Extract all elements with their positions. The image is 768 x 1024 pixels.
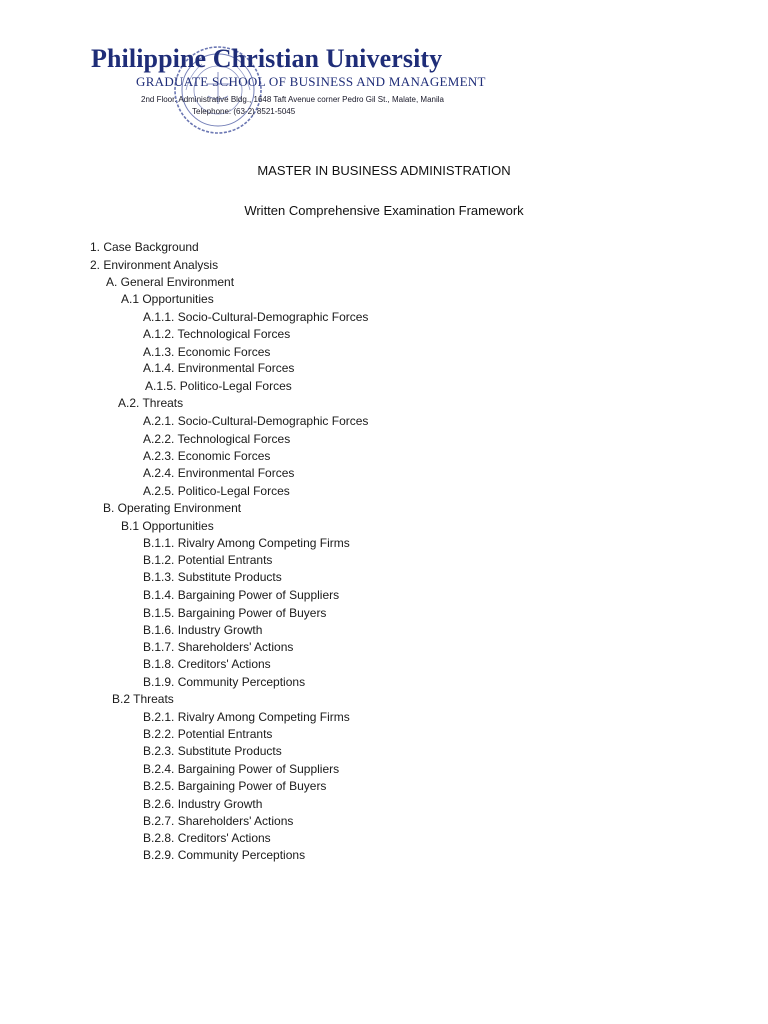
outline-item: A.1 Opportunities [121, 292, 214, 306]
outline-item: A.2.4. Environmental Forces [143, 466, 295, 480]
outline-item: B.2.6. Industry Growth [143, 797, 263, 811]
outline-item: A.2. Threats [118, 396, 184, 410]
outline-item: B.1 Opportunities [121, 519, 214, 533]
outline-item: 2. Environment Analysis [90, 258, 219, 272]
outline-item: B.1.2. Potential Entrants [143, 553, 273, 567]
outline-item: A.2.1. Socio-Cultural-Demographic Forces [143, 414, 369, 428]
outline-item: B.2.4. Bargaining Power of Suppliers [143, 762, 340, 776]
telephone-line: Telephone: (63-2) 8521-5045 [192, 107, 296, 116]
outline-item: A.1.5. Politico-Legal Forces [145, 379, 292, 393]
outline-item: A.1.4. Environmental Forces [143, 361, 295, 375]
outline-item: A.2.3. Economic Forces [143, 449, 271, 463]
outline-item: B.1.5. Bargaining Power of Buyers [143, 606, 327, 620]
address-line: 2nd Floor. Administrative Bldg., 1648 Taft Avenue corner Pedro Gil St., Malate, Manila [141, 95, 444, 104]
outline-item: B. Operating Environment [103, 501, 242, 515]
outline-item: B.2 Threats [112, 692, 174, 706]
outline-item: B.1.7. Shareholders' Actions [143, 640, 294, 654]
outline-item: B.2.9. Community Perceptions [143, 848, 306, 862]
outline-item: 1. Case Background [90, 240, 199, 254]
outline-item: B.1.6. Industry Growth [143, 623, 263, 637]
outline-item: B.2.5. Bargaining Power of Buyers [143, 779, 327, 793]
school-name: GRADUATE SCHOOL OF BUSINESS AND MANAGEMENT [136, 74, 486, 89]
university-name: Philippine Christian University [91, 44, 443, 73]
exam-framework-title: Written Comprehensive Examination Framework [244, 203, 524, 218]
outline-item: B.1.3. Substitute Products [143, 570, 282, 584]
outline-item: B.2.7. Shareholders' Actions [143, 814, 294, 828]
outline-item: A.1.1. Socio-Cultural-Demographic Forces [143, 310, 369, 324]
outline-item: B.1.4. Bargaining Power of Suppliers [143, 588, 340, 602]
outline-item: B.1.8. Creditors' Actions [143, 657, 271, 671]
outline-item: B.2.1. Rivalry Among Competing Firms [143, 710, 350, 724]
outline-item: B.1.1. Rivalry Among Competing Firms [143, 536, 350, 550]
outline-item: B.2.3. Substitute Products [143, 744, 282, 758]
outline-item: A.2.5. Politico-Legal Forces [143, 484, 290, 498]
outline-item: A.2.2. Technological Forces [143, 432, 291, 446]
outline-item: B.2.2. Potential Entrants [143, 727, 273, 741]
outline-item: B.1.9. Community Perceptions [143, 675, 306, 689]
outline-item: A.1.2. Technological Forces [143, 327, 291, 341]
outline-item: A.1.3. Economic Forces [143, 345, 271, 359]
outline-item: B.2.8. Creditors' Actions [143, 831, 271, 845]
outline-item: A. General Environment [106, 275, 235, 289]
program-title: MASTER IN BUSINESS ADMINISTRATION [257, 163, 511, 178]
